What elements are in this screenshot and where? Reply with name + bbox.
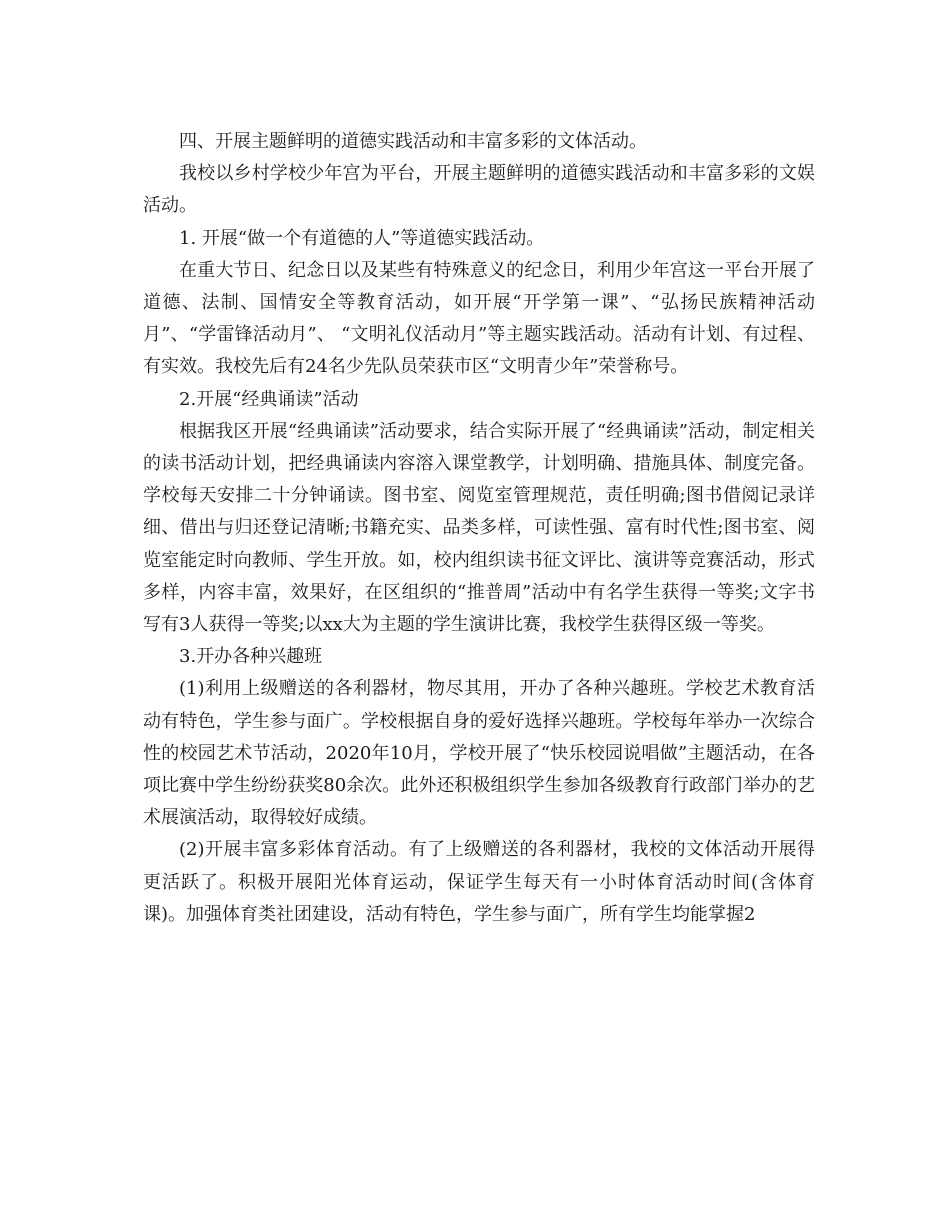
subsection-heading: 3.开办各种兴趣班 bbox=[179, 646, 323, 668]
document-body bbox=[143, 126, 815, 931]
body-paragraph: (1)利用上级赠送的各利器材，物尽其用，开办了各种兴趣班。学校艺术教育活动有特色，学生参与面广。学校根据自身的爱好选择兴趣班。学校每年举办一次综合性的校园艺术节活动，2020年10月，学校开展了“快乐校园说唱做”主题活动，在各项比赛中学生纷纷获奖80余次。此外还积极组织学生参加各级教育行政部门举办的艺术展演活动，取得较好成绩。 bbox=[143, 678, 815, 829]
subsection-heading: 1. 开展“做一个有道德的人”等道德实践活动。 bbox=[179, 227, 545, 249]
body-paragraph: 在重大节日、纪念日以及某些有特殊意义的纪念日，利用少年宫这一平台开展了道德、法制、国情安全等教育活动，如开展“开学第一课”、“弘扬民族精神活动月”、“学雷锋活动月”、 “文明礼仪活动月”等主题实践活动。活动有计划、有过程、有实效。我校先后有24名少先队员荣获市区“文明青少年”荣誉称号。 bbox=[143, 259, 815, 378]
subsection-heading: 2.开展“经典诵读”活动 bbox=[179, 388, 359, 410]
section-heading: 四、开展主题鲜明的道德实践活动和丰富多彩的文体活动。 bbox=[179, 131, 647, 152]
body-paragraph: 根据我区开展“经典诵读”活动要求，结合实际开展了“经典诵读”活动，制定相关的读书活动计划，把经典诵读内容溶入课堂教学，计划明确、措施具体、制度完备。学校每天安排二十分钟诵读。图书室、阅览室管理规范，责任明确;图书借阅记录详细、借出与归还登记清晰;书籍充实、品类多样，可读性强、富有时代性;图书室、阅览室能定时向教师、学生开放。如，校内组织读书征文评比、演讲等竞赛活动，形式多样，内容丰富，效果好，在区组织的“推普周”活动中有名学生获得一等奖;文字书写有3人获得一等奖;以xx大为主题的学生演讲比赛，我校学生获得区级一等奖。 bbox=[143, 420, 815, 636]
body-paragraph: (2)开展丰富多彩体育活动。有了上级赠送的各利器材，我校的文体活动开展得更活跃了。积极开展阳光体育运动，保证学生每天有一小时体育活动时间(含体育课)。加强体育类社团建设，活动有特色，学生参与面广，所有学生均能掌握2 bbox=[143, 839, 815, 925]
body-paragraph: 我校以乡村学校少年宫为平台，开展主题鲜明的道德实践活动和丰富多彩的文娱活动。 bbox=[143, 163, 815, 217]
